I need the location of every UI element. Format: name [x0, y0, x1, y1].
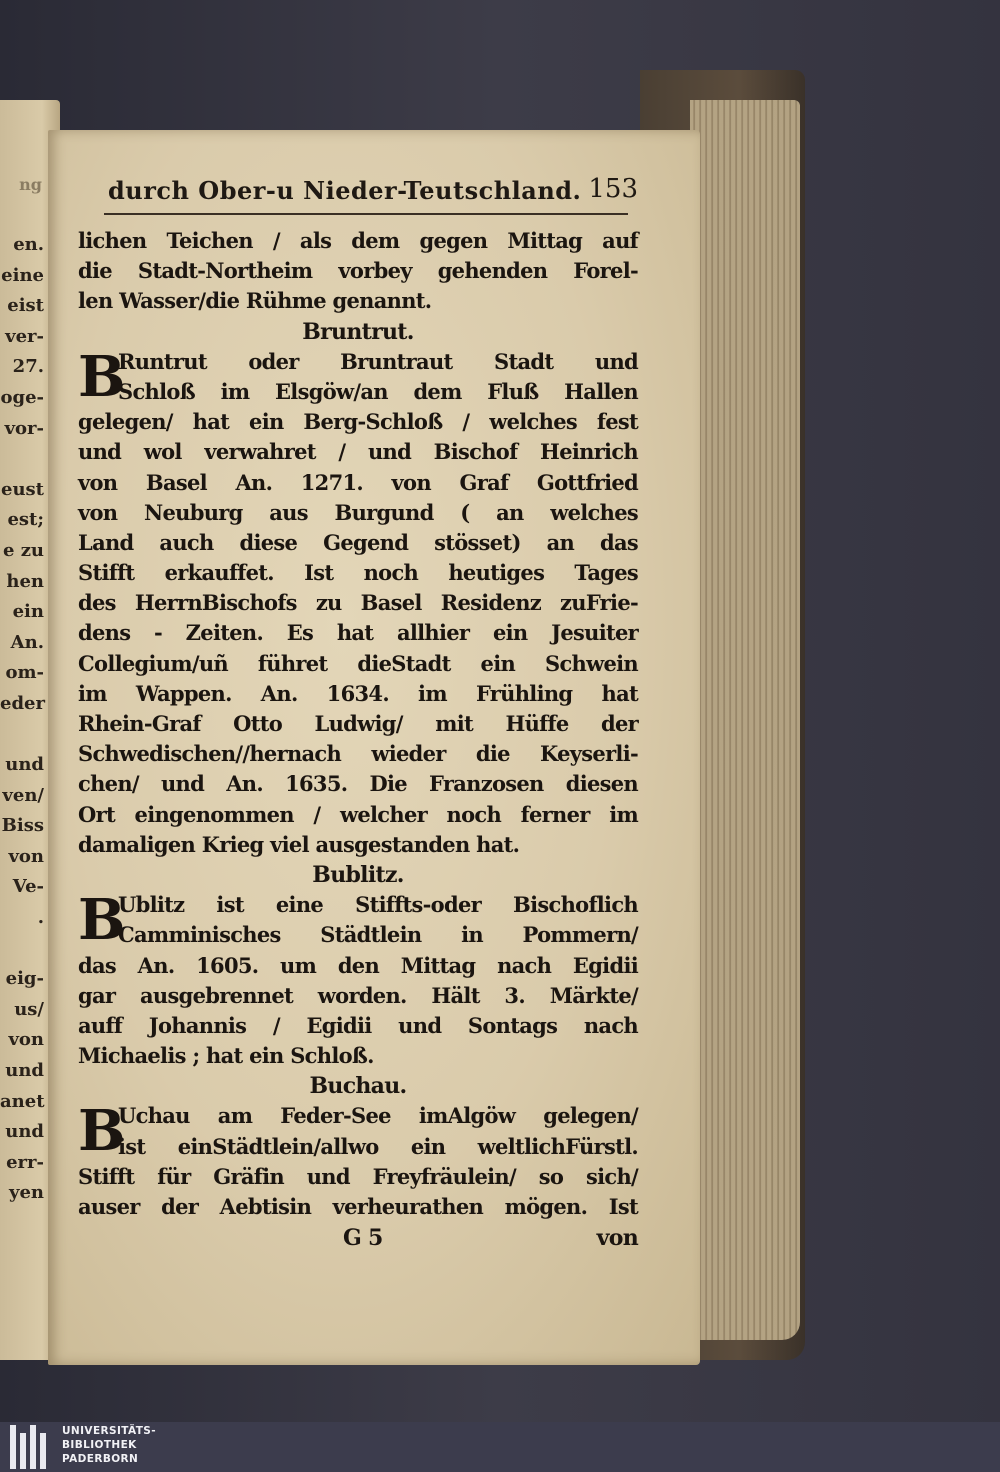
running-title: durch Ober-u Nieder-Teutschland.	[108, 176, 582, 205]
left-fragment: eder	[0, 692, 45, 714]
drop-initial: B	[78, 887, 125, 954]
left-fragment: Biss	[1, 815, 44, 837]
library-logo-icon	[10, 1425, 56, 1469]
text-line: Rhein-Graf Otto Ludwig/ mit Hüffe der	[78, 711, 638, 736]
text-line: Stifft erkauffet. Ist noch heutiges Tages	[78, 560, 638, 586]
left-fragment: en.	[13, 234, 44, 255]
left-fragment: von	[8, 845, 44, 867]
logo-line: PADERBORN	[62, 1453, 139, 1465]
text-line-content: Ublitz ist eine Stiffts-oder Bischoflich	[118, 892, 638, 918]
text-line: Michaelis ; hat ein Schloß.	[78, 1043, 374, 1069]
text-line: das An. 1605. um den Mittag nach Egidii	[78, 952, 638, 978]
section-heading: Bublitz.	[312, 861, 404, 888]
text-line: Schloß im Elsgöw/an dem Fluß Hallen	[118, 378, 638, 404]
text-line: von Basel An. 1271. von Graf Gottfried	[78, 469, 638, 495]
left-fragment: vor-	[4, 417, 44, 439]
text-line-content: Uchau am Feder-See imAlgöw gelegen/	[118, 1103, 638, 1129]
page-edges	[690, 100, 800, 1340]
left-fragment: yen	[9, 1182, 44, 1204]
left-fragment: oge-	[0, 386, 44, 408]
body-text	[78, 226, 638, 1254]
left-fragment: est;	[7, 509, 44, 531]
logo-line: BIBLIOTHEK	[62, 1439, 137, 1451]
text-line: lichen Teichen / als dem gegen Mittag auf	[78, 228, 638, 253]
running-head	[108, 172, 638, 212]
left-fragment: om-	[5, 662, 44, 684]
left-fragment: hen	[6, 570, 44, 592]
text-line: damaligen Krieg viel ausgestanden hat.	[78, 831, 520, 857]
text-line: ist einStädtlein/allwo ein weltlichFürstl.	[118, 1133, 638, 1159]
left-fragment: anet	[0, 1090, 45, 1112]
left-fragment: e zu	[2, 539, 44, 561]
page-number: 153	[588, 174, 638, 204]
text-line: chen/ und An. 1635. Die Franzosen diesen	[78, 771, 638, 797]
left-page-fragments	[0, 230, 44, 1209]
left-fragment	[0, 934, 44, 965]
left-fragment: und	[5, 754, 44, 776]
text-line: die Stadt-Northeim vorbey gehenden Forel-	[78, 258, 638, 284]
left-fragment	[0, 444, 44, 475]
left-fragment: An.	[10, 631, 44, 653]
left-fragment: von	[8, 1029, 44, 1051]
text-line: Stifft für Gräfin und Freyfräulein/ so sich/	[78, 1163, 638, 1189]
page-footer	[78, 1222, 638, 1254]
left-fragment: 27.	[12, 356, 44, 378]
drop-initial: B	[78, 1098, 125, 1165]
left-fragment: ver-	[5, 325, 44, 347]
text-line: Collegium/uñ führet dieStadt ein Schwein	[78, 650, 638, 676]
text-line: gelegen/ hat ein Berg-Schloß / welches fest	[78, 409, 638, 435]
text-line: des HerrnBischofs zu Basel Residenz zuFrie-	[78, 590, 638, 616]
left-fragment: Ve-	[12, 876, 44, 898]
left-fragment: eig-	[5, 968, 44, 990]
drop-initial: B	[78, 343, 125, 410]
header-rule	[104, 213, 628, 215]
library-logo-text	[62, 1424, 156, 1466]
catchword: von	[596, 1225, 638, 1252]
text-line: dens - Zeiten. Es hat allhier ein Jesuiter	[78, 620, 638, 646]
left-fragment: ein	[12, 601, 44, 623]
library-logo-bar	[0, 1422, 1000, 1472]
left-fragment: us/	[14, 998, 44, 1020]
text-line: gar ausgebrennet worden. Hält 3. Märkte/	[78, 982, 638, 1008]
left-fragment: .	[37, 907, 44, 929]
left-fragment: ven/	[2, 784, 44, 806]
text-line: Schwedischen//hernach wieder die Keyserli-	[78, 741, 638, 767]
right-page	[48, 130, 700, 1365]
text-line: Camminisches Städtlein in Pommern/	[118, 922, 638, 948]
signature-mark: G 5	[343, 1225, 383, 1252]
text-lines	[78, 226, 638, 1222]
left-fragment: err-	[6, 1151, 44, 1173]
text-line: Land auch diese Gegend stösset) an das	[78, 529, 638, 555]
left-fragment: und	[5, 1121, 44, 1143]
left-fragment: eust	[1, 478, 44, 500]
text-line: auser der Aebtisin verheurathen mögen. Ist	[78, 1194, 638, 1219]
text-line: von Neuburg aus Burgund ( an welches	[78, 499, 638, 525]
left-fragment	[0, 720, 44, 751]
logo-line: UNIVERSITÄTS-	[62, 1425, 157, 1437]
left-fragment: und	[5, 1060, 44, 1082]
text-line: im Wappen. An. 1634. im Frühling hat	[78, 680, 638, 706]
text-line: auff Johannis / Egidii und Sontags nach	[78, 1012, 638, 1038]
section-heading: Buchau.	[309, 1073, 407, 1100]
text-line: und wol verwahret / und Bischof Heinrich	[78, 439, 638, 465]
left-fragment: eist	[7, 295, 44, 317]
text-line-content: Runtrut oder Bruntraut Stadt und	[118, 348, 638, 374]
section-heading: Bruntrut.	[302, 318, 414, 345]
left-fragment: eine	[1, 264, 44, 286]
text-line: len Wasser/die Rühme genannt.	[78, 288, 432, 314]
text-line: Ort eingenommen / welcher noch ferner im	[78, 801, 638, 827]
left-page-number: ng	[19, 175, 42, 194]
